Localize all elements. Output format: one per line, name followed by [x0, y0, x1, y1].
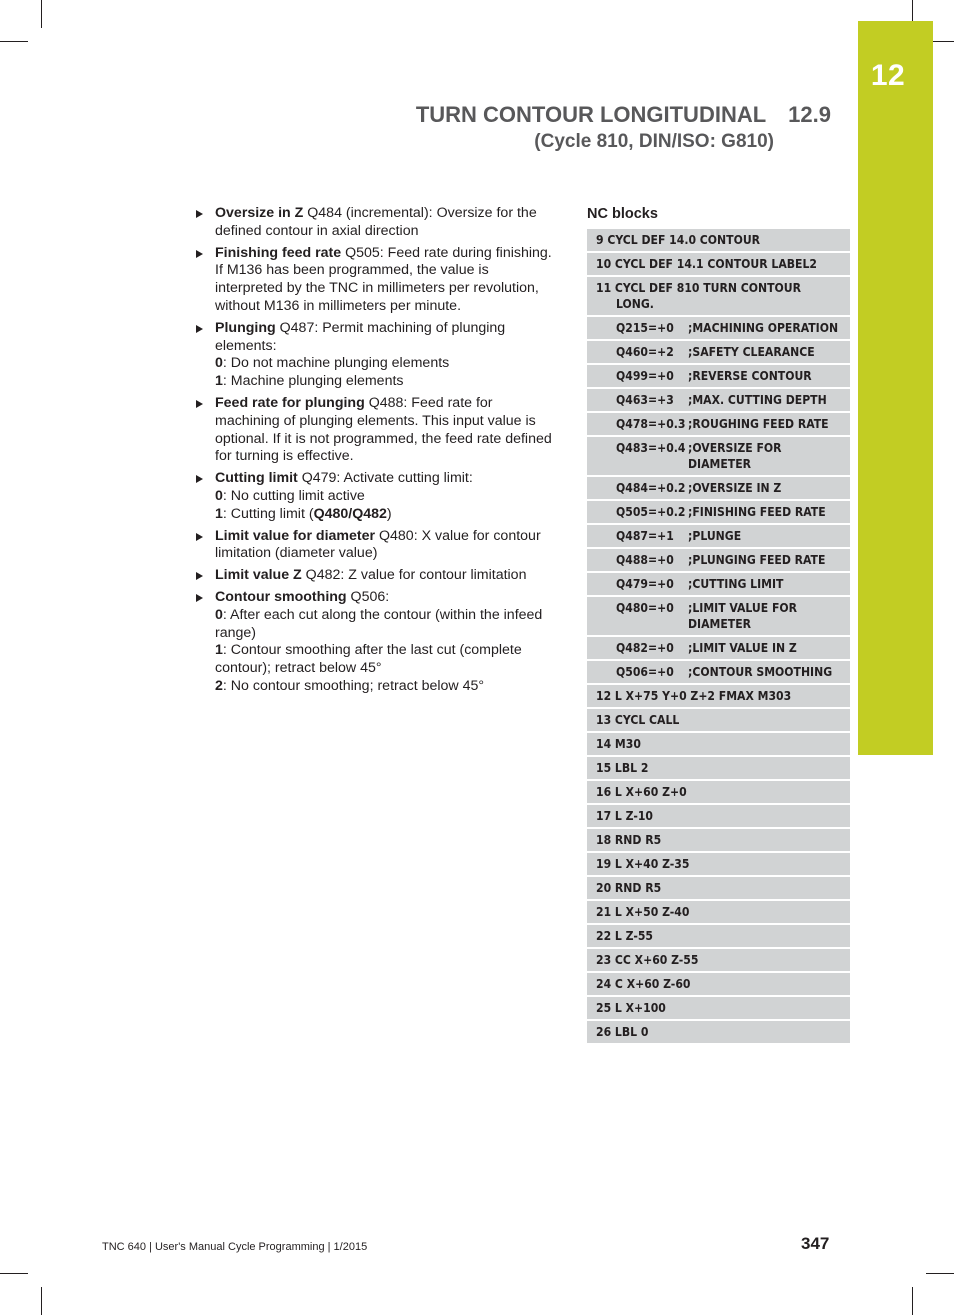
parameter-name: Feed rate for plunging [215, 394, 365, 411]
nc-block-row [587, 829, 850, 853]
nc-param-comment: ;REVERSE CONTOUR [688, 369, 812, 383]
bullet-triangle-icon [196, 475, 203, 483]
nc-block-text: 16 L X+60 Z+0 [596, 785, 687, 799]
nc-block-text: 9 CYCL DEF 14.0 CONTOUR [596, 233, 761, 247]
parameter-option [215, 642, 558, 678]
nc-block-text: 25 L X+100 [596, 1001, 666, 1015]
parameter-name: Oversize in Z [215, 205, 304, 221]
parameter-desc: Q488: Feed rate for machining of plunging elements. This input value is optional. If it is not programmed, the feed rate defined for turning is effective. [215, 394, 552, 465]
parameter-name: Contour smoothing [215, 588, 347, 605]
nc-block-row [587, 1021, 850, 1045]
parameter-option [215, 678, 558, 696]
nc-param-value: Q480=+0 [616, 601, 674, 615]
parameter-item [196, 395, 558, 466]
nc-block-row [587, 733, 850, 757]
option-key: 1 [215, 505, 223, 522]
page-number: 347 [801, 1234, 830, 1253]
nc-block-text: 20 RND R5 [596, 881, 662, 895]
nc-param-comment: ;FINISHING FEED RATE [688, 505, 826, 519]
bullet-triangle-icon [196, 400, 203, 408]
nc-block-row [587, 253, 850, 277]
option-key: 1 [215, 642, 223, 659]
nc-block-text: 23 CC X+60 Z-55 [596, 953, 699, 967]
nc-param-value: Q478=+0.3 [616, 417, 686, 431]
parameter-desc: Q505: Feed rate during finishing. If M136 has been programmed, the value is interpreted by the TNC in millimeters per revolution, without M136 in millimeters per minute. [215, 244, 552, 314]
nc-block-text: 18 RND R5 [596, 833, 662, 847]
crop-mark [0, 41, 28, 42]
nc-param-row [587, 549, 850, 573]
parameter-name: Finishing feed rate [215, 244, 342, 261]
bullet-triangle-icon [196, 325, 203, 333]
nc-block-text: 12 L X+75 Y+0 Z+2 FMAX M303 [596, 689, 792, 703]
nc-param-value: Q484=+0.2 [616, 481, 686, 495]
nc-param-row [587, 573, 850, 597]
nc-block-text: 10 CYCL DEF 14.1 CONTOUR LABEL2 [596, 257, 817, 271]
option-tail: ) [386, 505, 392, 522]
nc-param-comment: ;SAFETY CLEARANCE [688, 345, 815, 359]
option-text: : Machine plunging elements [222, 373, 404, 390]
nc-block-row [587, 925, 850, 949]
crop-mark [912, 1287, 913, 1315]
option-text: : Contour smoothing after the last cut (complete contour); retract below 45° [215, 642, 522, 677]
parameter-option [215, 373, 558, 391]
nc-block-row [587, 685, 850, 709]
bullet-triangle-icon [196, 594, 203, 602]
nc-block-row [587, 853, 850, 877]
nc-block-row [587, 757, 850, 781]
chapter-tab [858, 21, 933, 755]
section-subtitle: (Cycle 810, DIN/ISO: G810) [534, 131, 774, 152]
nc-param-value: Q505=+0.2 [616, 505, 686, 519]
parameter-option [215, 607, 558, 643]
nc-param-row [587, 597, 850, 637]
nc-block-text: 13 CYCL CALL [596, 713, 680, 727]
nc-param-value: Q479=+0 [616, 577, 674, 591]
parameter-name: Cutting limit [215, 470, 298, 487]
parameter-item [196, 245, 558, 316]
nc-param-row [587, 437, 850, 477]
nc-param-value: Q483=+0.4 [616, 441, 686, 455]
nc-param-row [587, 317, 850, 341]
nc-block-row [587, 781, 850, 805]
nc-param-value: Q487=+1 [616, 529, 674, 543]
nc-param-comment: ;MACHINING OPERATION [688, 321, 839, 335]
parameter-desc: Q487: Permit machining of plunging elements: [215, 319, 506, 354]
parameter-name: Limit value Z [215, 567, 302, 584]
bullet-triangle-icon [196, 210, 203, 218]
crop-mark [41, 0, 42, 28]
nc-param-row [587, 341, 850, 365]
option-key: 2 [215, 677, 223, 694]
nc-block-text: 19 L X+40 Z-35 [596, 857, 690, 871]
bullet-triangle-icon [196, 533, 203, 541]
nc-block-row [587, 877, 850, 901]
nc-param-comment: ;CUTTING LIMIT [688, 577, 784, 591]
nc-block-text: 15 LBL 2 [596, 761, 649, 775]
nc-blocks-title: NC blocks [587, 206, 658, 222]
parameter-item [196, 205, 558, 241]
nc-param-row [587, 661, 850, 685]
nc-block-row [587, 709, 850, 733]
nc-param-value: Q506=+0 [616, 665, 674, 679]
nc-block-row [587, 277, 850, 317]
nc-param-row [587, 637, 850, 661]
chapter-number: 12 [870, 59, 906, 92]
crop-mark [0, 1273, 28, 1274]
section-title [416, 102, 831, 128]
parameter-item [196, 528, 558, 564]
option-key: 0 [215, 487, 223, 504]
nc-block-text: 11 CYCL DEF 810 TURN CONTOUR LONG. [596, 281, 801, 311]
nc-block-text: 26 LBL 0 [596, 1025, 649, 1039]
nc-param-value: Q215=+0 [616, 321, 674, 335]
crop-mark [41, 1287, 42, 1315]
nc-block-text: 24 C X+60 Z-60 [596, 977, 691, 991]
parameter-item [196, 320, 558, 391]
nc-block-row [587, 973, 850, 997]
bullet-triangle-icon [196, 572, 203, 580]
bullet-triangle-icon [196, 250, 203, 258]
option-bold: Q480/Q482 [313, 505, 387, 522]
parameter-desc: Q479: Activate cutting limit: [297, 470, 473, 487]
nc-param-row [587, 365, 850, 389]
section-number: 12.9 [788, 102, 831, 127]
nc-param-comment: ;OVERSIZE FOR DIAMETER [688, 441, 782, 471]
nc-blocks-table [587, 229, 850, 1045]
option-text: : Cutting limit ( [222, 505, 314, 522]
nc-param-comment: ;LIMIT VALUE FOR DIAMETER [688, 601, 798, 631]
nc-param-row [587, 525, 850, 549]
parameter-list [196, 205, 558, 700]
parameter-desc: Q506: [346, 588, 390, 605]
parameter-desc: Q484 (incremental): Oversize for the defined contour in axial direction [215, 205, 537, 239]
parameter-desc: Q482: Z value for contour limitation [301, 567, 527, 584]
nc-param-value: Q463=+3 [616, 393, 674, 407]
nc-param-value: Q499=+0 [616, 369, 674, 383]
option-text: : After each cut along the contour (within the infeed range) [215, 606, 543, 641]
parameter-desc: Q480: X value for contour limitation (diameter value) [215, 527, 541, 562]
nc-param-comment: ;LIMIT VALUE IN Z [688, 641, 797, 655]
nc-param-value: Q488=+0 [616, 553, 674, 567]
nc-block-text: 22 L Z-55 [596, 929, 653, 943]
nc-param-comment: ;ROUGHING FEED RATE [688, 417, 829, 431]
nc-block-row [587, 901, 850, 925]
nc-param-comment: ;MAX. CUTTING DEPTH [688, 393, 827, 407]
crop-mark [926, 1273, 954, 1274]
parameter-name: Limit value for diameter [215, 527, 376, 544]
option-text: : Do not machine plunging elements [222, 355, 450, 372]
nc-block-row [587, 805, 850, 829]
nc-param-comment: ;PLUNGE [688, 529, 742, 543]
nc-param-row [587, 477, 850, 501]
parameter-option [215, 355, 558, 373]
parameter-name: Plunging [215, 319, 276, 336]
nc-param-row [587, 413, 850, 437]
nc-block-text: 14 M30 [596, 737, 641, 751]
nc-block-text: 17 L Z-10 [596, 809, 653, 823]
nc-param-value: Q460=+2 [616, 345, 674, 359]
nc-param-row [587, 389, 850, 413]
nc-block-row [587, 229, 850, 253]
parameter-option [215, 488, 558, 506]
section-title-text: TURN CONTOUR LONGITUDINAL [415, 102, 767, 127]
nc-block-row [587, 949, 850, 973]
parameter-item [196, 589, 558, 696]
nc-param-comment: ;PLUNGING FEED RATE [688, 553, 826, 567]
nc-param-comment: ;CONTOUR SMOOTHING [688, 665, 833, 679]
parameter-item [196, 567, 558, 585]
nc-block-text: 21 L X+50 Z-40 [596, 905, 690, 919]
option-text: : No contour smoothing; retract below 45° [222, 677, 485, 694]
option-text: : No cutting limit active [222, 487, 365, 504]
nc-param-row [587, 501, 850, 525]
parameter-item [196, 470, 558, 523]
nc-block-row [587, 997, 850, 1021]
parameter-option [215, 506, 558, 524]
option-key: 0 [215, 606, 223, 623]
footer-text: TNC 640 | User's Manual Cycle Programming | 1/2015 [102, 1241, 368, 1253]
option-key: 1 [215, 373, 223, 390]
nc-param-comment: ;OVERSIZE IN Z [688, 481, 782, 495]
nc-param-value: Q482=+0 [616, 641, 674, 655]
option-key: 0 [215, 355, 223, 372]
